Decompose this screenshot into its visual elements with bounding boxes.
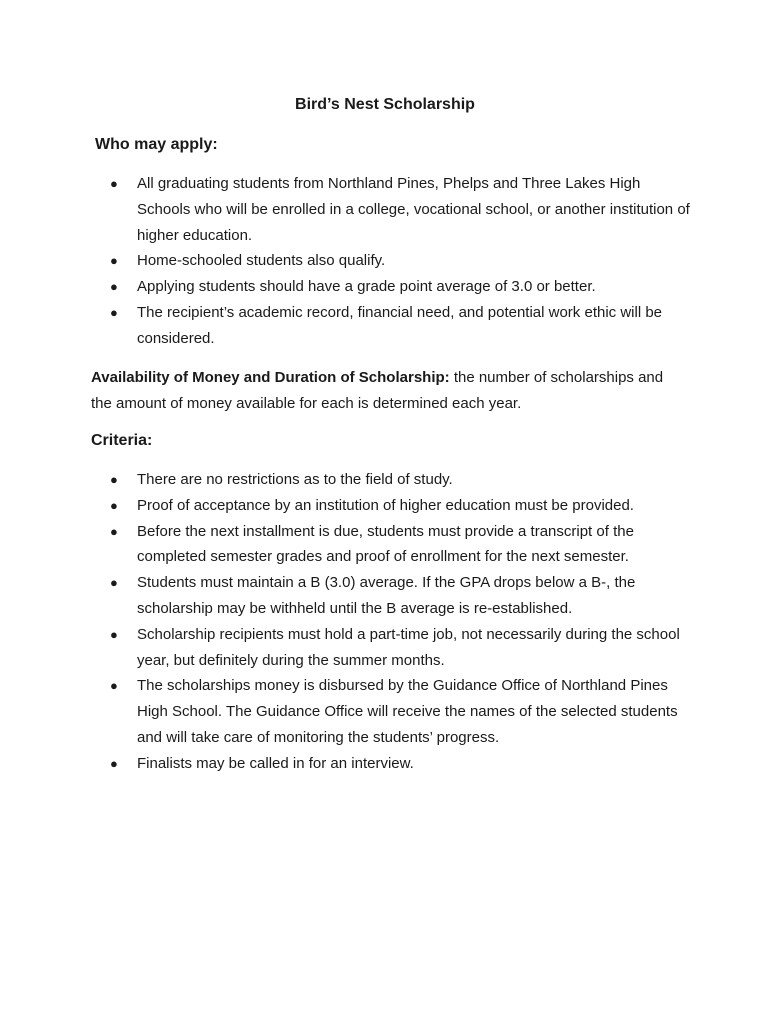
list-item-text: All graduating students from Northland Pines, Phelps and Three Lakes High Schools who will be enrolled in a college, vocational school, or another institution of higher education. [137, 175, 690, 244]
list-item-text: The scholarships money is disbursed by the Guidance Office of Northland Pines High School. The Guidance Office will receive the names of the selected students and will take care of monitoring the students’ progress. [137, 677, 678, 746]
bullet-icon: ● [110, 626, 118, 642]
list-item [110, 519, 695, 571]
list-item-text: Before the next installment is due, students must provide a transcript of the completed semester grades and proof of enrollment for the next semester. [137, 522, 634, 566]
criteria-heading: Criteria: [91, 432, 153, 449]
bullet-icon: ● [110, 304, 118, 320]
list-item-text: Students must maintain a B (3.0) average. If the GPA drops below a B-, the scholarship may be withheld until the B average is re-established. [137, 574, 636, 617]
bullet-icon: ● [110, 472, 118, 487]
who-may-apply-list [110, 171, 695, 352]
availability-label: Availability of Money and Duration of Scholarship: [91, 369, 450, 386]
list-item-text: Home-schooled students also qualify. [137, 252, 386, 270]
list-item-text: Scholarship recipients must hold a part-time job, not necessarily during the school year, but definitely during the summer months. [137, 625, 680, 669]
list-item [110, 570, 695, 622]
bullet-icon: ● [110, 678, 118, 694]
bullet-icon: ● [110, 523, 118, 539]
list-item-text: Finalists may be called in for an interview. [137, 754, 414, 772]
list-item-text: Applying students should have a grade point average of 3.0 or better. [137, 278, 596, 296]
criteria-list [110, 467, 695, 777]
list-item [110, 171, 695, 248]
list-item-text: The recipient’s academic record, financial need, and potential work ethic will be considered. [137, 303, 663, 347]
list-item [110, 493, 695, 519]
list-item [110, 300, 695, 352]
bullet-icon: ● [110, 279, 118, 295]
list-item-text: There are no restrictions as to the field of study. [137, 471, 453, 488]
list-item [110, 622, 695, 674]
bullet-icon: ● [110, 176, 118, 191]
bullet-icon: ● [110, 497, 118, 513]
availability-text: the number of scholarships and the amount of money available for each is determined each year. [91, 369, 664, 412]
list-item [110, 751, 695, 777]
bullet-icon: ● [110, 253, 118, 269]
bullet-icon: ● [110, 755, 118, 771]
list-item [110, 467, 695, 493]
who-may-apply-heading: Who may apply: [95, 136, 218, 153]
bullet-icon: ● [110, 575, 118, 591]
availability-paragraph [91, 365, 681, 417]
list-item [110, 673, 695, 750]
list-item [110, 248, 695, 274]
list-item [110, 274, 695, 300]
list-item-text: Proof of acceptance by an institution of higher education must be provided. [137, 496, 634, 514]
document-title: Bird’s Nest Scholarship [295, 96, 475, 113]
